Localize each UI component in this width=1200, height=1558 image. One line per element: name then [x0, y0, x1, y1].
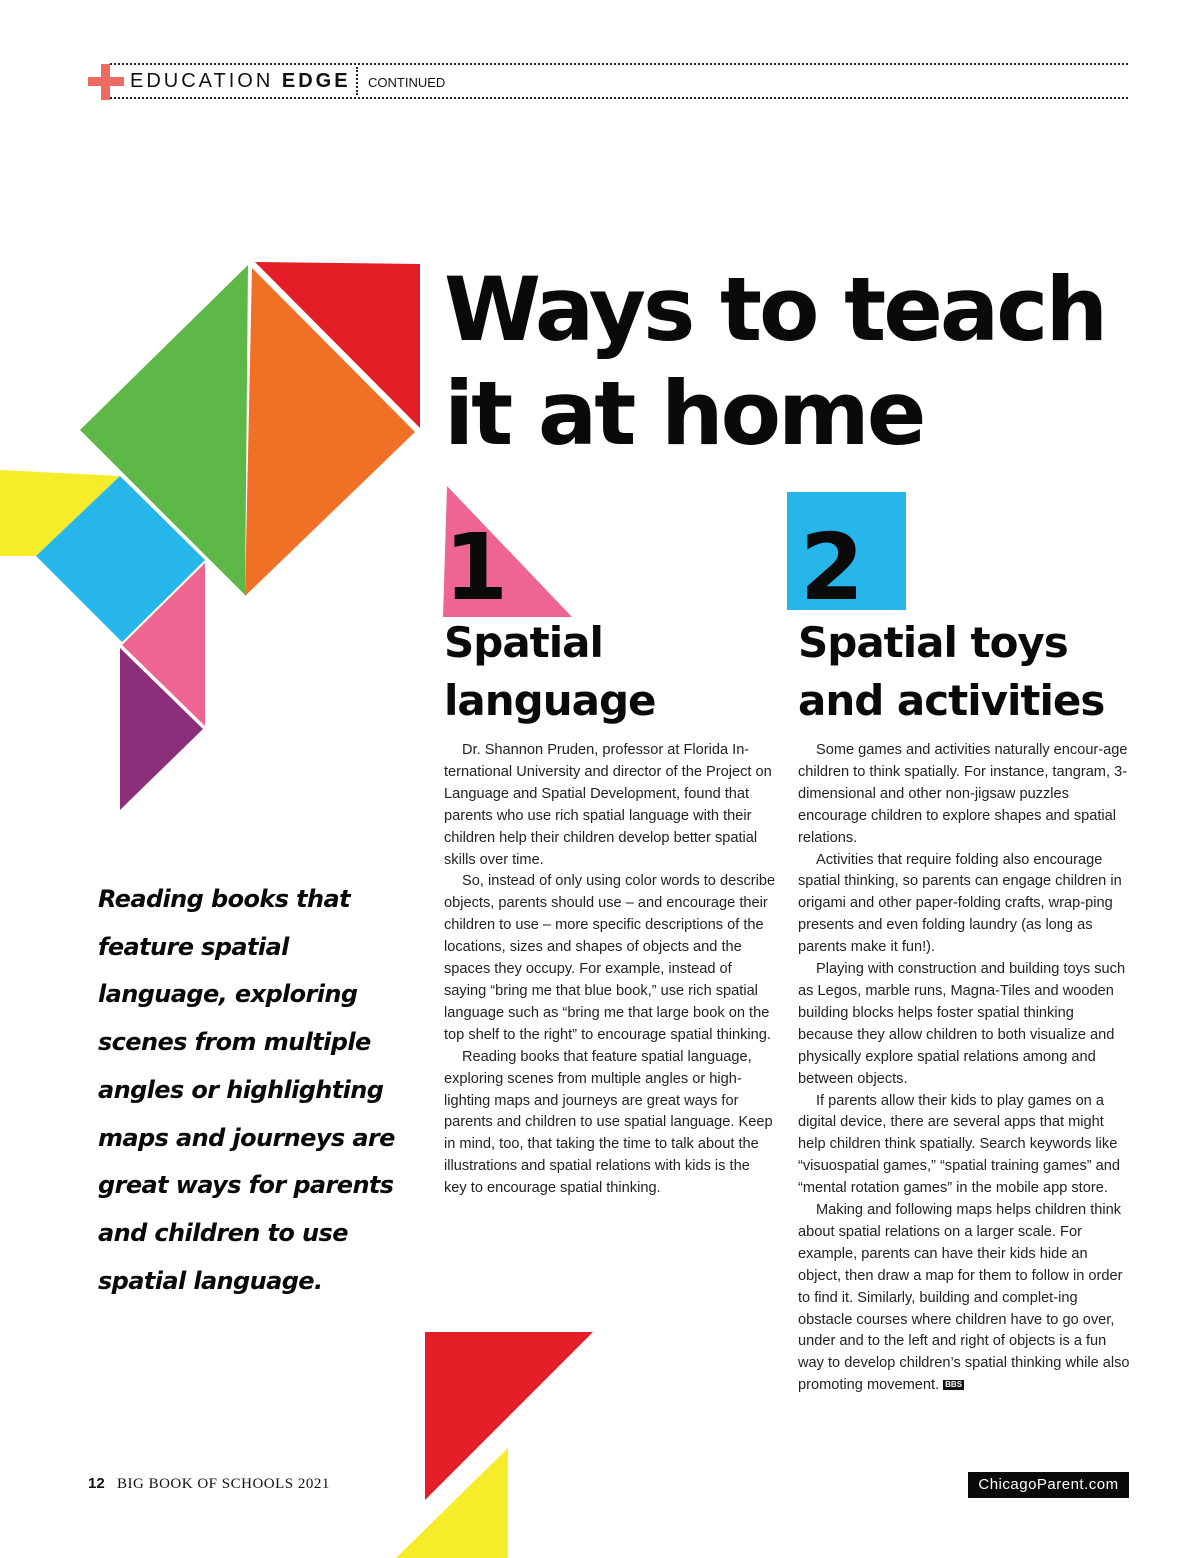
body-paragraph: So, instead of only using color words to describe objects, parents should use – and encourage their children to use – more specific descriptions of the locations, sizes and shapes of objects and the spaces they occupy. For example, instead of saying “bring me that blue book,” use rich spatial language such as “bring me that large book on the top shelf to the right” to encourage spatial thinking. [444, 873, 776, 1043]
section-1-number: 1 [444, 514, 509, 621]
section-2-number: 2 [800, 514, 865, 621]
body-paragraph: If parents allow their kids to play games on a digital device, there are several apps that might help children think spatially. Search keywords like “visuospatial games,” “spatial training games” and “mental rotation games” in the mobile app store. [798, 1092, 1121, 1197]
body-paragraph: Dr. Shannon Pruden, professor at Florida In-ternational University and director of the Project on Language and Spatial Development, found that parents who use rich spatial language with their children help their children develop better spatial skills over time. [444, 742, 772, 868]
website-link[interactable]: ChicagoParent.com [968, 1472, 1129, 1498]
section-1-body [444, 740, 776, 1200]
page-number: 12 [88, 1475, 105, 1492]
body-paragraph: Activities that require folding also encourage spatial thinking, so parents can engage children in origami and other paper-folding crafts, wrap-ping presents and even folding laundry (as long as parents make it fun!). [798, 851, 1122, 956]
section-1-heading: Spatial language [444, 618, 656, 725]
continued-label: CONTINUED [368, 75, 446, 90]
section-2-heading: Spatial toys and activities [798, 618, 1105, 725]
page-title: Ways to teach it at home [444, 258, 1106, 465]
section-2-body [798, 740, 1130, 1397]
tangram-red-bottom [425, 1332, 593, 1500]
body-paragraph: Playing with construction and building toys such as Legos, marble runs, Magna-Tiles and wooden building blocks helps foster spatial thinking because they allow children to both visualize and physically explore spatial relations among and between objects. [798, 961, 1126, 1087]
body-paragraph: Reading books that feature spatial language, exploring scenes from multiple angles or high-lighting maps and journeys are great ways for parents and children to use spatial language. Keep in mind, too, that taking the time to talk about the illustrations and spatial relations with kids is the key to encourage spatial thinking. [444, 1048, 773, 1197]
end-mark: BBS [945, 1380, 963, 1390]
publication-name: BIG BOOK OF SCHOOLS 2021 [117, 1476, 330, 1492]
pull-quote: Reading books that feature spatial language, exploring scenes from multiple angles or highlighting maps and journeys are great ways for parents and children to use spatial language. [98, 885, 395, 1295]
section-name: EDUCATION EDGE [130, 70, 351, 92]
body-paragraph: Some games and activities naturally encour-age children to think spatially. For instance, tangram, 3-dimensional and other non-jigsaw puzzles encourage children to explore shapes and spatial relations. [798, 742, 1128, 846]
body-paragraph: Making and following maps helps children think about spatial relations on a larger scale. For example, parents can have their kids hide an object, then draw a map for them to follow in order to find it. Similarly, building and complet-ing obstacle courses where children have to go over, under and to the left and right of objects is a fun way to develop children’s spatial thinking while also promoting movement. BBS [798, 1202, 1130, 1394]
